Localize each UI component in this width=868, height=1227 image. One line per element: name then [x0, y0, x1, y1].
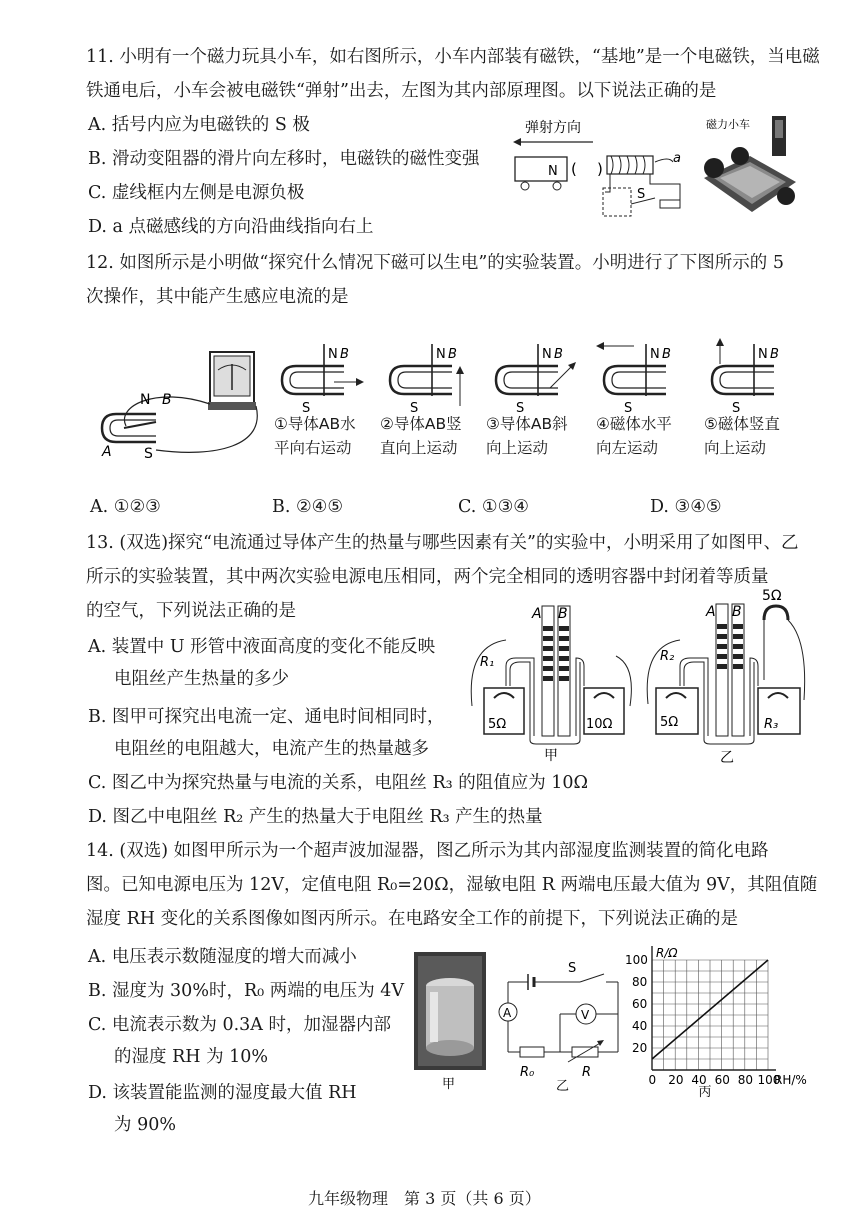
svg-text:N: N [758, 347, 768, 362]
q12-op4-caption-1: ④磁体水平 [596, 415, 672, 433]
svg-text:R₀: R₀ [520, 1065, 535, 1080]
q12-stem-line1: 12. 如图所示是小明做“探究什么情况下磁可以生电”的实验装置。小明进行了下图所示的 5 [86, 253, 784, 273]
q11-direction-label: 弹射方向 [525, 120, 581, 136]
q14-switch [580, 974, 604, 982]
chart-y-tick-label: 100 [625, 953, 648, 967]
q12-label-s: S [144, 446, 153, 462]
q14-stem-line3: 湿度 RH 变化的关系图像如图丙所示。在电路安全工作的前提下，下列说法正确的是 [86, 909, 739, 929]
q12-op1-caption-2: 平向右运动 [274, 439, 352, 457]
svg-text:B: B [662, 347, 671, 362]
q14-option-a: A. 电压表示数随湿度的增大而减小 [88, 947, 357, 967]
svg-text:S: S [568, 961, 577, 976]
q12-label-n: N [140, 392, 151, 408]
q11-car-body [515, 157, 567, 181]
chart-x-tick-label: 100 [757, 1073, 781, 1087]
q12-op3-motion-arrow [550, 366, 572, 388]
q14-chart-ylabel: R/Ω [656, 946, 678, 960]
svg-text:R₂: R₂ [660, 649, 675, 664]
q11-electromagnet [607, 156, 653, 174]
q12-op2-caption-1: ②导体AB竖 [380, 415, 462, 433]
q12-op3-caption-1: ③导体AB斜 [486, 415, 568, 433]
svg-text:5Ω: 5Ω [660, 715, 679, 730]
q12-apparatus [96, 346, 266, 466]
svg-text:S: S [624, 401, 633, 416]
q11-car-wheel [553, 182, 561, 190]
q14-resistor-r0 [520, 1047, 544, 1057]
svg-text:R₃: R₃ [764, 717, 779, 732]
q14-option-b: B. 湿度为 30%时，R₀ 两端的电压为 4V [88, 981, 405, 1001]
q12-label-b: B [162, 392, 172, 408]
q12-op5-caption-1: ⑤磁体竖直 [704, 415, 780, 433]
svg-text:): ) [597, 160, 603, 178]
page-footer: 九年级物理 第 3 页（共 6 页） [308, 1189, 541, 1208]
q14-stem-line1: 14. (双选) 如图甲所示为一个超声波加湿器，图乙所示为其内部湿度监测装置的简化电路 [86, 841, 769, 861]
q11-option-d: D. a 点磁感线的方向沿曲线指向右上 [88, 217, 374, 237]
svg-text:B: B [340, 347, 349, 362]
q11-stem-line1: 11. 小明有一个磁力玩具小车，如右图所示，小车内部装有磁铁，“基地”是一个电磁铁，当电磁 [86, 47, 820, 67]
q12-choice-b: B. ②④⑤ [272, 497, 344, 517]
q13-option-a-line2: 电阻丝产生热量的多少 [114, 669, 289, 689]
svg-text:5Ω: 5Ω [488, 717, 507, 732]
q14-caption-jia: 甲 [442, 1077, 456, 1092]
q14-caption-bing: 丙 [698, 1085, 712, 1100]
svg-text:(: ( [571, 160, 577, 178]
q13-figure-yi [640, 580, 816, 766]
q11-car-photo-caption: 磁力小车 [706, 118, 750, 131]
svg-text:B: B [448, 347, 457, 362]
q13-stem-line2: 所示的实验装置，其中两次实验电源电压相同，两个完全相同的透明容器中封闭着等质量 [86, 567, 769, 587]
svg-text:5Ω: 5Ω [762, 588, 782, 604]
q12-op5-figure [704, 336, 798, 414]
svg-text:N: N [542, 347, 552, 362]
svg-text:B: B [558, 606, 568, 622]
chart-y-tick-label: 20 [632, 1041, 648, 1055]
svg-text:B: B [554, 347, 563, 362]
svg-text:B: B [770, 347, 779, 362]
svg-text:A: A [532, 606, 542, 622]
q14-chart-axes [652, 946, 776, 1070]
q11-car-wheel [521, 182, 529, 190]
q14-stem-line2: 图。已知电源电压为 12V，定值电阻 R₀=20Ω，湿敏电阻 R 两端电压最大值为 9V，其阻值随 [86, 875, 818, 895]
svg-text:V: V [581, 1008, 590, 1022]
q12-choice-d: D. ③④⑤ [650, 497, 722, 517]
q11-option-b: B. 滑动变阻器的滑片向左移时，电磁铁的磁性变强 [88, 149, 480, 169]
q12-op3-figure [488, 336, 582, 414]
q12-choice-a: A. ①②③ [90, 497, 161, 517]
q11-field-line [655, 159, 673, 162]
q11-car-photo [700, 112, 800, 218]
q14-option-c-line1: C. 电流表示数为 0.3A 时，加湿器内部 [88, 1015, 391, 1035]
svg-text:R: R [582, 1065, 592, 1080]
chart-y-tick-label: 80 [632, 975, 648, 989]
q11-circuit-figure [505, 112, 695, 222]
svg-text:R₁: R₁ [480, 655, 495, 670]
q11-option-c: C. 虚线框内左侧是电源负极 [88, 183, 305, 203]
q12-op2-figure [382, 336, 476, 414]
svg-text:B: B [732, 604, 742, 620]
q12-op1-figure [274, 336, 368, 414]
svg-text:S: S [516, 401, 525, 416]
q12-op5-caption-2: 向上运动 [704, 439, 767, 457]
q14-option-c-line2: 的湿度 RH 为 10% [114, 1047, 269, 1067]
q11-switch-label: S [637, 187, 646, 202]
q13-figure-jia [466, 596, 636, 766]
svg-text:N: N [328, 347, 338, 362]
q13-option-a-line1: A. 装置中 U 形管中液面高度的变化不能反映 [88, 637, 436, 657]
svg-text:S: S [732, 401, 741, 416]
q14-option-d-line1: D. 该装置能监测的湿度最大值 RH [88, 1083, 357, 1103]
q12-op4-caption-2: 向左运动 [596, 439, 659, 457]
chart-x-tick-label: 40 [691, 1073, 707, 1087]
q14-chart-ticks [625, 953, 780, 1087]
chart-y-tick-label: 60 [632, 997, 648, 1011]
q14-humidifier-photo [414, 952, 486, 1092]
q13-option-d: D. 图乙中电阻丝 R₂ 产生的热量大于电阻丝 R₃ 产生的热量 [88, 807, 543, 827]
q14-chart-xlabel: RH/% [774, 1073, 807, 1087]
svg-text:N: N [650, 347, 660, 362]
q11-magnet-pole-n: N [548, 164, 558, 179]
q14-chart [624, 940, 807, 1100]
svg-text:甲: 甲 [544, 748, 558, 764]
q14-circuit-figure [494, 962, 628, 1092]
svg-text:乙: 乙 [720, 750, 734, 766]
q12-op1-caption-1: ①导体AB水 [274, 415, 356, 433]
q11-rheostat [660, 200, 680, 208]
q11-option-a: A. 括号内应为电磁铁的 S 极 [88, 115, 310, 135]
q12-choice-c: C. ①③④ [458, 497, 529, 517]
q13-yi-external-resistor [764, 606, 788, 620]
svg-text:N: N [436, 347, 446, 362]
q13-option-b-line2: 电阻丝的电阻越大，电流产生的热量越多 [114, 739, 429, 759]
q13-stem-line1: 13. (双选)探究“电流通过导体产生的热量与哪些因素有关”的实验中，小明采用了如图甲、乙 [86, 533, 799, 553]
q14-option-d-line2: 为 90% [114, 1115, 176, 1135]
svg-text:10Ω: 10Ω [586, 717, 613, 732]
q12-conductor-ab [124, 422, 156, 428]
q14-chart-grid [652, 960, 768, 1070]
q13-option-c: C. 图乙中为探究热量与电流的关系，电阻丝 R₃ 的阻值应为 10Ω [88, 773, 589, 793]
chart-x-tick-label: 20 [668, 1073, 684, 1087]
q12-stem-line2: 次操作，其中能产生感应电流的是 [86, 287, 349, 307]
svg-text:S: S [410, 401, 419, 416]
q12-op4-figure [596, 336, 690, 414]
chart-y-tick-label: 40 [632, 1019, 648, 1033]
svg-text:A: A [503, 1006, 512, 1020]
svg-text:A: A [706, 604, 716, 620]
chart-x-tick-label: 0 [648, 1073, 657, 1087]
q12-op2-caption-2: 直向上运动 [380, 439, 458, 457]
q11-stem-line2: 铁通电后，小车会被电磁铁“弹射”出去，左图为其内部原理图。以下说法正确的是 [86, 81, 717, 101]
q12-label-a: A [102, 444, 112, 460]
q13-stem-line3: 的空气，下列说法正确的是 [86, 601, 296, 621]
chart-x-tick-label: 60 [714, 1073, 730, 1087]
q11-point-a: a [673, 151, 681, 166]
chart-x-tick-label: 80 [737, 1073, 754, 1087]
q13-option-b-line1: B. 图甲可探究出电流一定、通电时间相同时， [88, 707, 445, 727]
svg-text:S: S [302, 401, 311, 416]
q12-op3-caption-2: 向上运动 [486, 439, 549, 457]
q14-caption-yi: 乙 [556, 1079, 570, 1094]
